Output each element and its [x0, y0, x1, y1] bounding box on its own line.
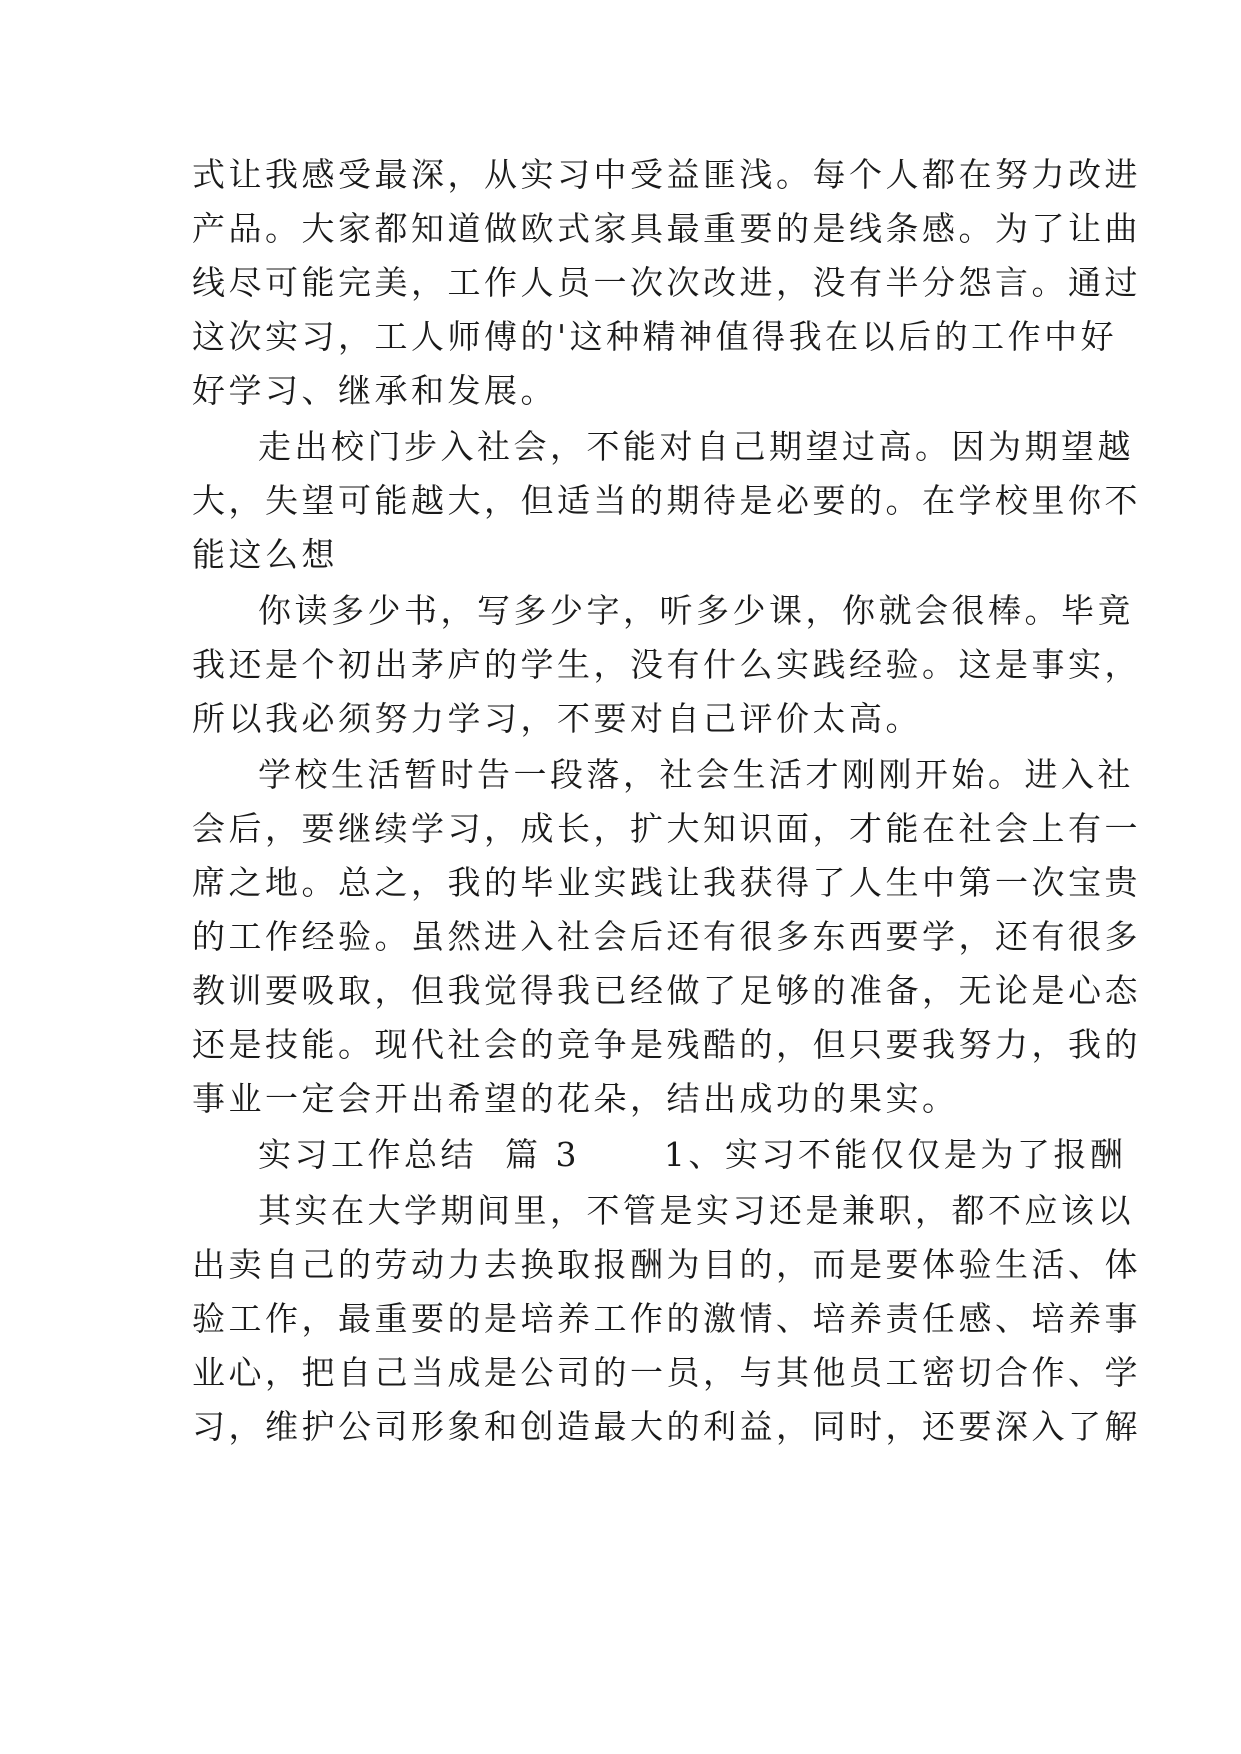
text-line: 式让我感受最深，从实习中受益匪浅。每个人都在努力改进 — [192, 155, 1141, 194]
text-line: 业心，把自己当成是公司的一员，与其他员工密切合作、学 — [192, 1353, 1141, 1392]
text-line: 事业一定会开出希望的花朵，结出成功的果实。 — [192, 1079, 959, 1118]
text-line: 教训要吸取，但我觉得我已经做了足够的准备，无论是心态 — [192, 971, 1141, 1010]
text-line: 习，维护公司形象和创造最大的利益，同时，还要深入了解 — [192, 1407, 1141, 1446]
text-line: 能这么想 — [192, 535, 338, 574]
text-line: 大，失望可能越大，但适当的期待是必要的。在学校里你不 — [192, 481, 1141, 520]
text-line: 你读多少书，写多少字，听多少课，你就会很棒。毕竟 — [258, 591, 1134, 630]
text-line: 我还是个初出茅庐的学生，没有什么实践经验。这是事实， — [192, 645, 1141, 684]
text-line: 这次实习，工人师傅的'这种精神值得我在以后的工作中好 — [192, 317, 1118, 356]
text-line: 的工作经验。虽然进入社会后还有很多东西要学，还有很多 — [192, 917, 1141, 956]
text-line: 走出校门步入社会，不能对自己期望过高。因为期望越 — [258, 427, 1134, 466]
text-line: 会后，要继续学习，成长，扩大知识面，才能在社会上有一 — [192, 809, 1141, 848]
text-line: 席之地。总之，我的毕业实践让我获得了人生中第一次宝贵 — [192, 863, 1141, 902]
text-line: 其实在大学期间里，不管是实习还是兼职，都不应该以 — [258, 1191, 1134, 1230]
text-line: 出卖自己的劳动力去换取报酬为目的，而是要体验生活、体 — [192, 1245, 1141, 1284]
text-line: 学校生活暂时告一段落，社会生活才刚刚开始。进入社 — [258, 755, 1134, 794]
section-heading-line: 实习工作总结 篇 3 1、实习不能仅仅是为了报酬 — [258, 1135, 1127, 1174]
text-line: 验工作，最重要的是培养工作的激情、培养责任感、培养事 — [192, 1299, 1141, 1338]
text-line: 线尽可能完美，工作人员一次次改进，没有半分怨言。通过 — [192, 263, 1141, 302]
text-line: 产品。大家都知道做欧式家具最重要的是线条感。为了让曲 — [192, 209, 1141, 248]
text-line: 好学习、继承和发展。 — [192, 371, 557, 410]
text-line: 还是技能。现代社会的竞争是残酷的，但只要我努力，我的 — [192, 1025, 1141, 1064]
text-line: 所以我必须努力学习，不要对自己评价太高。 — [192, 699, 922, 738]
